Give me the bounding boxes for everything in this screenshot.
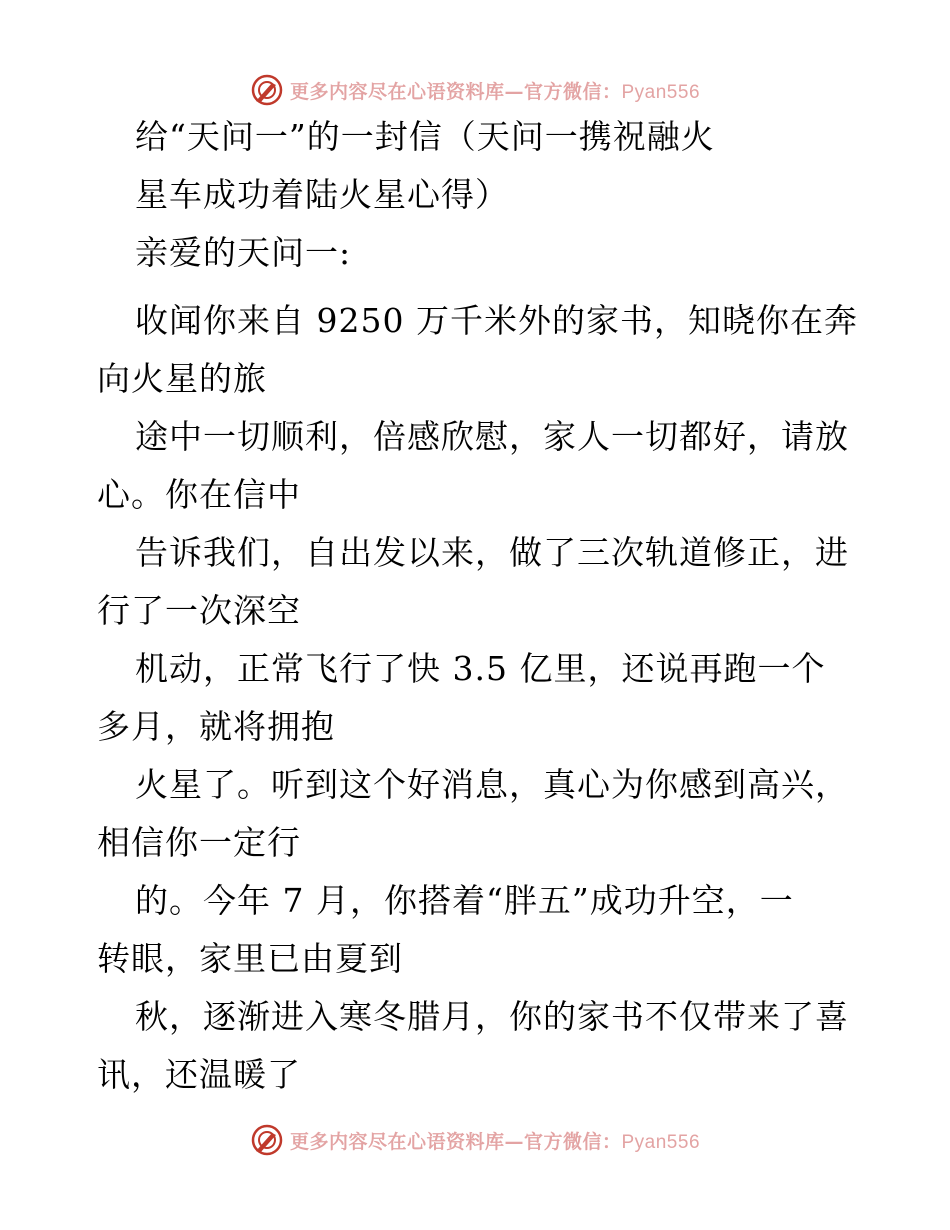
footer-watermark bbox=[0, 1120, 950, 1160]
footer-brand-text: 更多内容尽在心语资料库 bbox=[289, 1130, 505, 1153]
logo-icon bbox=[250, 73, 284, 107]
header-contact-label: 官方微信： bbox=[523, 80, 622, 103]
logo-icon bbox=[250, 1123, 284, 1157]
text-line: 给“天问一”的一封信（天问一携祝融火 bbox=[135, 117, 715, 156]
header-separator: — bbox=[504, 80, 524, 103]
header-watermark-text bbox=[290, 77, 700, 104]
text-line: 机动，正常飞行了快 3.5 亿里，还说再跑一个 bbox=[135, 649, 826, 688]
footer-watermark-text bbox=[290, 1127, 700, 1154]
text-line: 向火星的旅 bbox=[97, 359, 267, 398]
text-line: 秋，逐渐进入寒冬腊月，你的家书不仅带来了喜 bbox=[135, 997, 849, 1036]
text-line: 讯，还温暖了 bbox=[97, 1055, 301, 1094]
text-line: 火星了。听到这个好消息，真心为你感到高兴， bbox=[135, 765, 849, 804]
header-brand-text: 更多内容尽在心语资料库 bbox=[289, 80, 505, 103]
text-line: 告诉我们，自出发以来，做了三次轨道修正，进 bbox=[135, 533, 849, 572]
text-line: 的。今年 7 月，你搭着“胖五”成功升空，一 bbox=[135, 881, 794, 920]
header-contact-id: Pyan556 bbox=[621, 81, 701, 103]
footer-separator: — bbox=[504, 1130, 524, 1153]
text-line: 行了一次深空 bbox=[97, 591, 301, 630]
text-line: 多月，就将拥抱 bbox=[97, 707, 335, 746]
text-line: 心。你在信中 bbox=[97, 475, 301, 514]
footer-contact-id: Pyan556 bbox=[621, 1131, 701, 1153]
text-line: 转眼，家里已由夏到 bbox=[97, 939, 403, 978]
text-line: 途中一切顺利，倍感欣慰，家人一切都好，请放 bbox=[135, 417, 849, 456]
footer-contact-label: 官方微信： bbox=[523, 1130, 622, 1153]
text-line: 亲爱的天问一: bbox=[135, 233, 352, 272]
header-watermark bbox=[0, 70, 950, 110]
text-line: 收闻你来自 9250 万千米外的家书，知晓你在奔 bbox=[135, 301, 858, 340]
text-line: 相信你一定行 bbox=[97, 823, 301, 862]
text-line: 星车成功着陆火星心得） bbox=[135, 175, 509, 214]
